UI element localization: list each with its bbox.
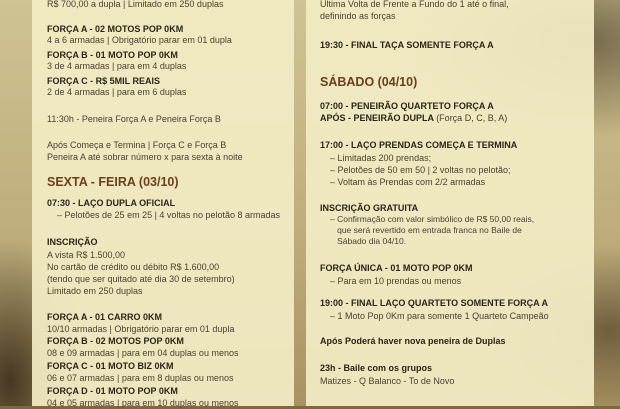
s-forca-c-desc: 06 e 07 armadas | para em 8 duplas ou menos — [47, 373, 234, 383]
final-laco-quarteto: 19:00 - FINAL LAÇO QUARTETO SOMENTE FORÇA A — [320, 298, 549, 308]
inscricao-title: INSCRIÇÃO — [47, 237, 98, 247]
laco-dupla-desc-text: Pelotões de 25 em 25 | 4 voltas no pelotão 8 armadas — [64, 210, 280, 220]
gratuita-line-2 — [320, 225, 522, 236]
laco-prendas-title: 17:00 - LAÇO PRENDAS COMEÇA E TERMINA — [320, 140, 518, 150]
peneirao-dupla-forces: (Força D, C, B, A) — [436, 113, 508, 123]
apos-podera: Após Poderá haver nova peneira de Duplas — [320, 336, 506, 346]
prendas-item-1: – Limitadas 200 prendas; — [330, 153, 432, 163]
inscricao-cartao: No cartão de crédito ou débito R$ 1.600,00 — [47, 262, 220, 272]
inscricao-limite: Limitado em 250 duplas — [47, 286, 143, 296]
s-forca-d-desc: 04 e 05 armadas | para em 10 duplas ou menos — [47, 398, 239, 408]
gratuita-line-3 — [320, 236, 406, 247]
prendas-item-1-text: Limitadas 200 prendas; — [337, 153, 432, 163]
volta-line-2: definindo as forças — [320, 11, 396, 21]
price-line: R$ 700,00 a dupla | Limitado em 250 duplas — [47, 0, 224, 9]
laco-dupla-desc: – Pelotões de 25 em 25 | 4 voltas no pelotão 8 armadas — [57, 210, 280, 220]
apos-line-2: Peneira A até sobrar número x para sexta à noite — [47, 152, 243, 162]
forca-c-title: FORÇA C - R$ 5MIL REAIS — [47, 76, 161, 86]
prendas-item-3-text: Voltam às Prendas com 2/2 armadas — [337, 177, 486, 187]
gratuita-line-1: – Confirmação com valor simbólico de R$ 50,00 reais, — [330, 214, 535, 224]
apos-line-1: Após Começa e Termina | Força C e Força B — [47, 140, 227, 150]
inscricao-prazo: (tendo que ser quitado até dia 30 de setembro) — [47, 274, 235, 284]
final-laco-desc: – 1 Moto Pop 0Km para somente 1 Quarteto Campeão — [330, 311, 549, 321]
s-forca-b-desc: 08 e 09 armadas | para em 04 duplas ou menos — [47, 348, 239, 358]
laco-dupla-title: 07:30 - LAÇO DUPLA OFICIAL — [47, 198, 176, 208]
baile-title: 23h - Baile com os grupos — [320, 363, 433, 373]
prendas-item-2-text: Pelotões de 50 em 50 | 2 voltas no pelotão; — [337, 165, 511, 175]
sabado-heading: SÁBADO (04/10) — [320, 75, 418, 89]
forca-unica-desc-text: Para em 10 prendas ou menos — [337, 276, 462, 286]
baile-bands: Matizes - Q Balanco - To de Novo — [320, 376, 455, 386]
inscricao-gratuita-title: INSCRIÇÃO GRATUITA — [320, 203, 419, 213]
final-laco-desc-text: 1 Moto Pop 0Km para somente 1 Quarteto Campeão — [337, 311, 549, 321]
peneira-time: 11:30h - Peneira Força A e Peneira Força B — [47, 114, 221, 124]
forca-unica-desc: – Para em 10 prendas ou menos — [330, 276, 462, 286]
sexta-heading: SEXTA - FEIRA (03/10) — [47, 175, 179, 189]
s-forca-a-title: FORÇA A - 01 CARRO 0KM — [47, 312, 163, 322]
s-forca-a-desc: 10/10 armadas | Obrigatório parar em 01 dupla — [47, 324, 235, 334]
peneirao-dupla — [320, 113, 507, 124]
forca-a-desc: 4 a 6 armadas | Obrigatório parar em 01 dupla — [47, 35, 232, 45]
volta-line-1: Última Volta de Frente a Fundo do 1 até o final, — [320, 0, 509, 9]
forca-c-desc: 2 de 4 armadas | para em 6 duplas — [47, 87, 187, 97]
forca-unica-title: FORÇA ÚNICA - 01 MOTO POP 0KM — [320, 263, 473, 273]
gratuita-line-3-text: Sábado dia 04/10. — [337, 236, 407, 246]
forca-b-title: FORÇA B - 01 MOTO POP 0KM — [47, 50, 178, 60]
s-forca-b-title: FORÇA B - 02 MOTOS POP 0KM — [47, 336, 184, 346]
final-taca: 19:30 - FINAL TAÇA SOMENTE FORÇA A — [320, 40, 494, 50]
peneirao-dupla-title: APÓS - PENEIRÃO DUPLA — [320, 113, 437, 123]
gratuita-line-1-text: Confirmação com valor simbólico de R$ 50,00 reais, — [337, 214, 535, 224]
gratuita-line-2-text: que será revertido em entrada franca no Baile de — [337, 225, 522, 235]
prendas-item-3: – Voltam às Prendas com 2/2 armadas — [330, 177, 486, 187]
inscricao-vista: A vista R$ 1.500,00 — [47, 250, 126, 260]
s-forca-c-title: FORÇA C - 01 MOTO BIZ 0KM — [47, 361, 174, 371]
forca-a-title: FORÇA A - 02 MOTOS POP 0KM — [47, 24, 184, 34]
forca-b-desc: 3 de 4 armadas | para em 4 duplas — [47, 61, 187, 71]
peneirao-quarteto: 07:00 - PENEIRÃO QUARTETO FORÇA A — [320, 101, 494, 111]
s-forca-d-title: FORÇA D - 01 MOTO POP 0KM — [47, 386, 178, 396]
prendas-item-2: – Pelotões de 50 em 50 | 2 voltas no pelotão; — [330, 165, 511, 175]
